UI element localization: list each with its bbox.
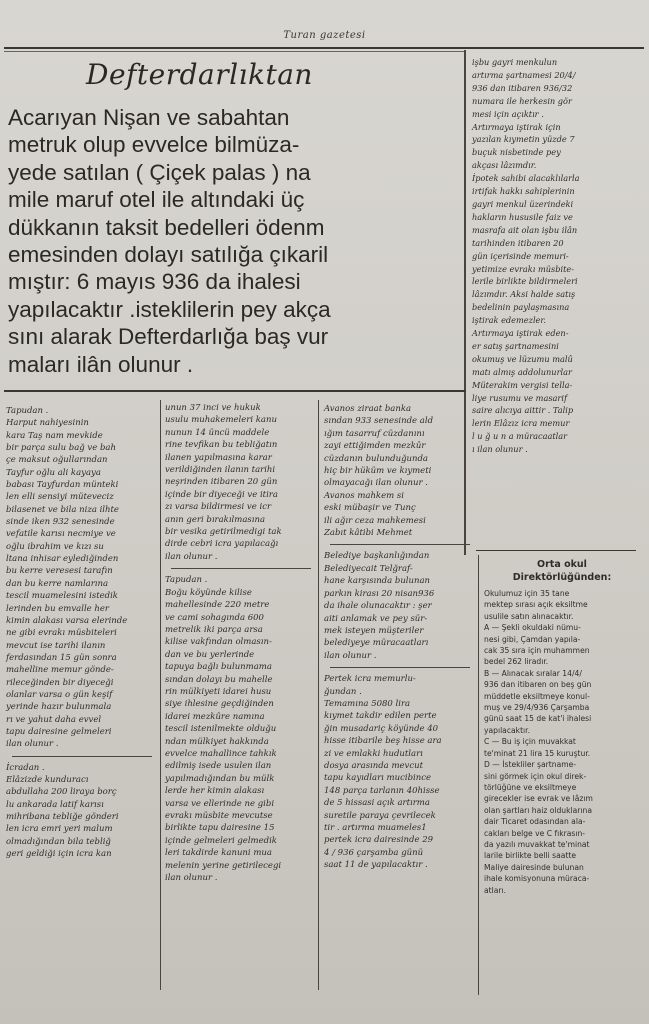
col1-tapudan-notice: Tapudan . Harput nahiyesinin kara Taş nam mevkide bir parça sulu bağ ve bah çe maksut oğullarından Tayfur oğlu ali kayaya babası Tayfurdan münteki len elli sensiyi müteveciz bilasenet ve bila niza ilhte sinde iken 932 senesinde vefatile karısı necmiye ve oğlu ibrahim ve kızı su ltana inhisar eylediğinden bu kerre veresesi tarafın dan bu kerre namlarına tescil muamelesini istedik lerinden bu emvalle her kimin alakası varsa elerinde ne gibi evrakı müsbiteleri mevcut ise tarihi ilanın ferdasından 15 gün sonra mahelline memur gönde- rileceğinden bir diyeceği olanlar varsa o gün keşif yerinde hazır bulunmala rı ve yahut daha evvel tapu dairesine gelmeleri ilan olunur . (6, 406, 128, 750)
col3-separator-2 (330, 667, 470, 668)
col2-tapudan-notice: Tapudan . Boğu köyünde kilise mahellesinde 220 metre ve cami sohagında 600 metrelik iki parça arsa kilise vakfından olmasın- dan ve bu yerlerinde tapuya bağlı bulunmama sından dolayı bu mahelle rin mülkiyeti idarei husu siye ihlesine geçdiğinden idarei mezkûre namına tescil istenilmekte olduğu ndan mülkiyet hakkında evvelce mahallince tahkık edilmiş isede usulen ilan yapılmadığından bu mülk lerde her kimin alakası varsa ve ellerinde ne gibi evrakı müsbite mevcutse birlikte tapu dairesine 15 içinde gelmeleri gelmedik leri takdirde kanuni mua melenin yerine getirilecegi ilan olunur . (165, 575, 282, 884)
col2-separator (171, 568, 311, 569)
col1-separator (12, 756, 152, 757)
top-rule (4, 47, 644, 49)
col4-heading: Orta okul Direktörlüğünden: (512, 559, 612, 583)
col-divider-3 (478, 555, 479, 995)
col-divider-1 (160, 400, 161, 990)
main-notice-heading: Defterdarlıktan (86, 58, 313, 91)
col-divider-2 (318, 400, 319, 990)
right-top-column-text: işbu gayri menkulun artırma şartnamesi 20/4/ 936 dan itibaren 936/32 numara ile herkesin gör mesi için açıktır . Artırmaya iştirak için yazılan kıymetin yüzde 7 buçuk nisbetinde pey akçası lâzımdır. İpotek sahibi alacaklılarla irtifak hakkı sahiplerinin gayri menkul üzerindeki hakların hususile faiz ve masrafa ait olan işbu ilân tarihinden itibaren 20 gün içerisinde memuri- yetimize evrakı müsbite- lerile birlikte bildirmeleri lâzımdır. Aksi halde satış bedelinin paylaşmasına iştirak edemezler. Artırmaya iştirak eden- er satış şartnamesini okumuş ve lüzumu malû matı almış addolunurlar Müterakim vergisi tella- liye rusumu ve masarif saire alıcıya aittir . Talip lerin Elâzız icra memur l u ğ u n a müracaatlar ı ilan olunur . (472, 57, 580, 455)
col3-belediye-notice: Belediye başkanlığından Belediyecait Telğraf- hane karşısında bulunan parkın kirası 20 nisan936 da ihale olunacaktır : şer aiti anlamak ve pey sür- mek isteyen müşteriler belediyeye müracaatları ilan olunur . (324, 551, 435, 661)
main-notice-bottom-rule (4, 390, 466, 392)
col3-separator-1 (330, 544, 470, 545)
bottom-column-3 (324, 403, 476, 872)
col3-pertek-notice: Pertek icra memurlu- ğundan . Temamına 5080 lira kıymet takdir edilen perte ğin musadariç köyünde 40 hisse itibarile beş hisse ara zi ve emlakki hudutları dosya arasında mevcut tapu kayıdları mucibince 148 parça tarlanın 40hisse de 5 hissasi açık artırma suretile paraya çevrilecek tir . artırma muameles1 pertek icra dairesinde 29 4 / 936 çarşamba günü saat 11 de yapılacaktır . (324, 674, 442, 871)
col3-avanos-notice: Avanos ziraat banka sından 933 senesinde ald ığım tasarruf cüzdanını zayi ettiğimden mezkûr cüzdanın bulunduğunda hiç bir hüküm ve kıymeti olmayacağı ilan olunur . Avanos mahkem si eski mübaşir ve Tunç ili ağır ceza mahkemesi Zabıt kâtibi Mehmet (324, 404, 434, 539)
col1-icradan-notice: İcradan . Elâzizde kunduracı abdullaha 200 liraya borç lu ankarada latif karısı mihribana tebliğe gönderi len icra emri yeri malum olmadığından bila tebliğ geri geldiği için icra kan (6, 762, 119, 860)
top-rule-thin (4, 51, 466, 52)
right-col-bottom-rule (476, 550, 636, 551)
col2-continued-notice: unun 37 inci ve hukuk usulu muhakemeleri kanu nunun 14 üncü maddele rine tevfikan bu tebliğatın ilanen yapılmasına karar verildiğinden ilanın tarihi neşrinden itibaren 20 gün içinde bir diyeceği ve itira zı varsa bildirmesi ve icr anın geri bırakılmasına bir vesika getirilmedigi tak dirde cebri icra yapılacağı ilan olunur . (165, 403, 282, 562)
main-notice-body: Acarıyan Nişan ve sabahtan metruk olup evvelce bilmüza- yede satılan ( Çiçek palas ) na mile maruf otel ile altındaki üç dükkanın taksit bedelleri ödenm emesinden dolayı satılığa çıkaril mıştır: 6 mayıs 936 da ihalesi yapılacaktır .isteklilerin pey akça sını alarak Defterdarlığa baş vur maları ilân olunur . (8, 105, 331, 377)
masthead: Turan gazetesi (283, 30, 366, 41)
col4-orta-okul-notice: Okulumuz için 35 tane mektep sırası açık eksiltme usulile satın alınacaktır. A — Şekli okuldaki nümu- nesi gibi, Çamdan yapıla- cak 35 sıra için muhammen bedel 262 liradır. B — Alınacak sıralar 14/4/ 936 dan itibaren on beş gün müddetle eksiltmeye konul- muş ve 29/4/936 Çarşamba günü saat 15 de kat'i ihalesi yapılacaktır. C — Bu iş için muvakkat te'minat 21 lira 15 kuruştur. D — İstekliler şartname- sini görmek için okul direk- törlüğüne ve eksiltmeye girecekler ise evrak ve lâzım olan şartları haiz olduklarına dair Ticaret odasından ala- cakları belge ve C fıkrasın- da yazılı muvakkat te'minat larile birlikte belli saatte Maliye dairesinde bulunan ihale komisyonuna müraca- atları. (484, 589, 593, 895)
bottom-column-2 (165, 402, 317, 884)
bottom-column-4 (484, 558, 640, 896)
bottom-column-1 (6, 405, 158, 860)
right-top-column (472, 56, 632, 456)
